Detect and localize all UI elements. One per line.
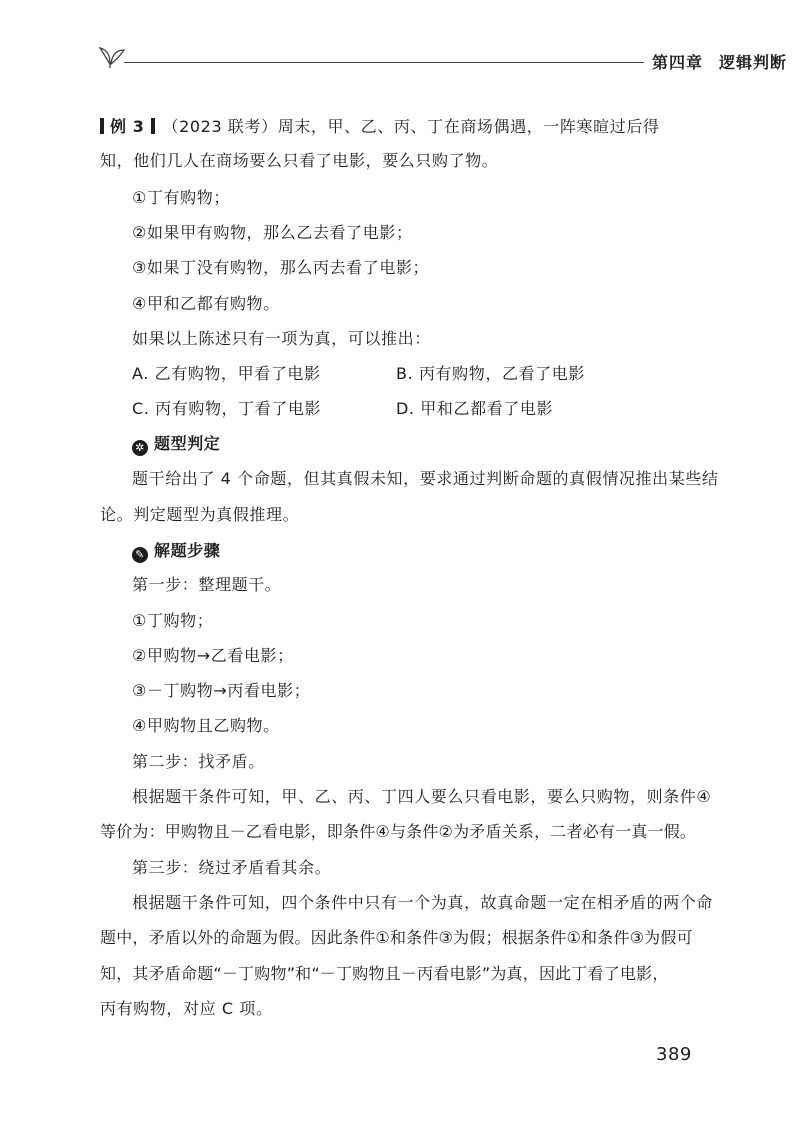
statement-1: ①丁有购物； — [132, 188, 230, 207]
type-section-line-2: 论。判定题型为真假推理。 — [100, 505, 300, 524]
step-2-line-1: 根据题干条件可知，甲、乙、丙、丁四人要么只看电影，要么只购物，则条件④ — [132, 787, 712, 806]
option-c: C. 丙有购物，丁看了电影 — [132, 399, 322, 418]
type-section-title: 题型判定 — [154, 434, 221, 453]
pen-icon: ✎ — [132, 547, 148, 563]
chapter-title — [652, 50, 787, 73]
header-rule — [124, 62, 644, 63]
step-1-item-4: ④甲购物且乙购物。 — [132, 716, 280, 735]
option-d: D. 甲和乙都看了电影 — [396, 399, 554, 418]
gear-icon: ✲ — [132, 440, 148, 456]
step-1-item-2: ②甲购物→乙看电影； — [132, 646, 294, 665]
steps-section-heading — [132, 540, 220, 563]
step-3-title: 第三步：绕过矛盾看其余。 — [132, 858, 332, 877]
chapter-number: 第四章 — [652, 53, 704, 72]
step-3-line-1: 根据题干条件可知，四个条件中只有一个为真，故真命题一定在相矛盾的两个命 — [132, 893, 714, 912]
page-number: 389 — [656, 1044, 692, 1065]
question-stem: 如果以上陈述只有一项为真，可以推出： — [132, 329, 431, 348]
step-3-line-2: 题中，矛盾以外的命题为假。因此条件①和条件③为假；根据条件①和条件③为假可 — [100, 928, 693, 947]
step-3-line-4: 丙有购物，对应 C 项。 — [100, 999, 273, 1018]
step-1-title: 第一步：整理题干。 — [132, 575, 282, 594]
statement-4: ④甲和乙都有购物。 — [132, 294, 280, 313]
option-a: A. 乙有购物，甲看了电影 — [132, 364, 321, 383]
option-b: B. 丙有购物，乙看了电影 — [396, 364, 585, 383]
type-section-line-1: 题干给出了 4 个命题，但其真假未知，要求通过判断命题的真假情况推出某些结 — [132, 469, 719, 488]
example-first-line — [100, 116, 660, 138]
statement-2: ②如果甲有购物，那么乙去看了电影； — [132, 223, 413, 242]
example-bar-right — [151, 118, 155, 134]
example-intro-text: （2023 联考）周末，甲、乙、丙、丁在商场偶遇，一阵寒暄过后得 — [162, 117, 660, 136]
page-header — [96, 40, 788, 72]
sprout-icon — [96, 40, 130, 70]
step-2-line-2: 等价为：甲购物且－乙看电影，即条件④与条件②为矛盾关系，二者必有一真一假。 — [100, 822, 697, 841]
step-1-item-1: ①丁购物； — [132, 611, 214, 630]
statement-3: ③如果丁没有购物，那么丙去看了电影； — [132, 258, 430, 277]
example-bar-left — [100, 118, 104, 134]
steps-section-title: 解题步骤 — [154, 541, 221, 560]
example-intro-continued: 知，他们几人在商场要么只看了电影，要么只购了物。 — [100, 151, 499, 170]
step-2-title: 第二步：找矛盾。 — [132, 752, 265, 771]
type-section-heading — [132, 433, 220, 456]
example-label: 例 3 — [110, 117, 145, 136]
chapter-name: 逻辑判断 — [719, 53, 788, 72]
step-3-line-3: 知，其矛盾命题“－丁购物”和“－丁购物且－丙看电影”为真，因此丁看了电影， — [100, 964, 669, 983]
step-1-item-3: ③－丁购物→丙看电影； — [132, 681, 311, 700]
